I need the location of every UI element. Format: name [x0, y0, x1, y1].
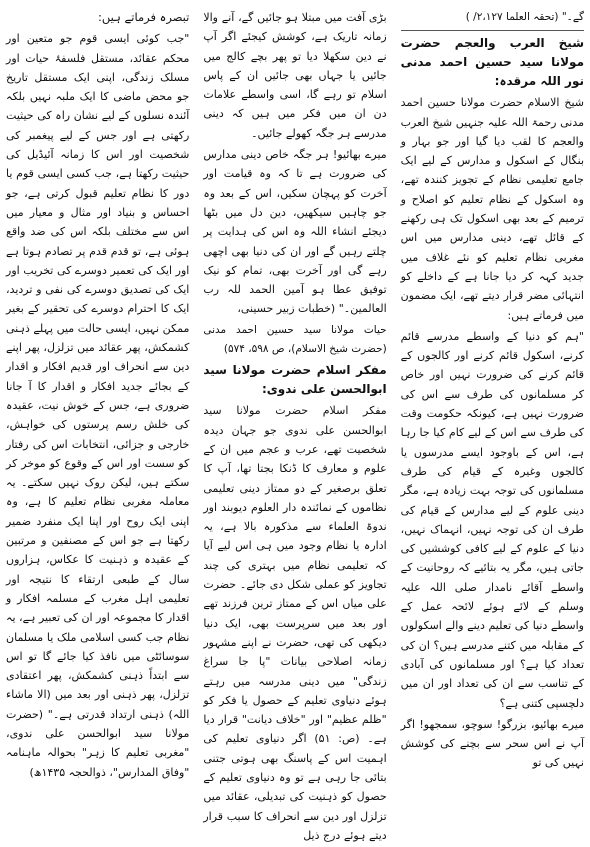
quote-paragraph-continued: میرے بھائیو، بزرگو! سوچو، سمجھو! اگر آپ نے اس سحر سے بچنے کی کوشش نہیں کی تو — [400, 717, 584, 770]
body-paragraph: میرے بھائیو! ہر جگہ خاص دینی مدارس کی ضرورت ہے تا کہ وہ قیامت اور آخرت کو پہچان سکیں، اس کے بعد وہ جو چاہیں سیکھیں، دین دل میں بٹھا دیجئے انشاء اللہ وہ اس کی ہدایت پر چلتے رہیں گے اور ان کی دنیا بھی اچھی رہے گی اور آخرت بھی، تمام کو نیک توفیق عطا ہو آمین الحمد للہ رب العالمین۔" (خطبات زبیر حسینی، — [203, 148, 387, 316]
section-heading-madani: شیخ العرب والعجم حضرت مولانا سید حسین احمد مدنی نور اللہ مرقدہ: — [400, 36, 584, 89]
body-paragraph: بڑی آفت میں مبتلا ہو جائیں گے، آنے والا زمانہ تاریک ہے، کوشش کیجئے اگر آپ نے دین سکھلا دیا تو پھر بچے کالج میں جائیں یا جہاں بھی جائیں ان کے پاس اسلام تو رہے گا، اسی واسطے علامات دن ان میں فکر میں ہیں کہ دینی مدرسے ہر جگہ کھولے جائیں۔ — [203, 11, 387, 140]
section-heading-nadwi: مفکر اسلام حضرت مولانا سید ابوالحسن علی ندوی: — [203, 363, 387, 397]
text-columns — [6, 8, 584, 842]
divider — [401, 30, 584, 31]
reference-line: حیات مولانا سید حسین احمد مدنی (حضرت شیخ الاسلام)، ص ۵۹۸، ۵۷۴) — [203, 323, 387, 356]
middle-column — [203, 8, 386, 847]
body-paragraph: مفکر اسلام حضرت مولانا سید ابوالحسن علی ندوی جو جہان دیدہ شخصیت تھے، عرب و عجم میں ان کے علوم و معارف کا ڈنکا بجتا تھا، آپ کا تعلق برصغیر کے دو ممتاز دینی تعلیمی نظاموں کے نمائندہ دار العلوم دیوبند اور ندوۃ العلماء سے مذکورہ بالا ہے، یہ ادارہ یا نظام وجود میں ہی اس لیے آیا کہ تعلیمی نظام میں بہتری کی چند تجاویز کو عملی شکل دی جائے۔ حضرت علی میاں اس کے ممتاز ترین فرزند تھے اور بعد میں سرپرست بھی، ایک دنیا دیکھی کی تھی، حضرت نے اپنے مشہور زمانہ اصلاحی بیانات "پا جا سراغ زندگی" میں دینی مدرسہ میں رہتے ہوئے دنیاوی تعلیم کے حصول یا فکر کو "ظلم عظیم" اور "خلاف دیانت" قرار دیا ہے۔ (ص: ۵۱) اگر دنیاوی تعلیم کی اہمیت اس کے پاسنگ بھی ہوتی جتنی بتائی جا رہی ہے تو وہ دنیاوی تعلیم کے حصول کو ذہنیت کی تبدیلی، عقائد میں تزلزل اور دین سے انحراف کا سبب قرار دیتے ہوئے درج ذیل — [203, 404, 387, 842]
left-column — [6, 8, 189, 847]
intro-line: تبصرہ فرماتے ہیں: — [98, 10, 190, 24]
body-paragraph: شیخ الاسلام حضرت مولانا حسین احمد مدنی رحمۃ اللہ علیہ جنہیں شیخ العرب والعجم کا لقب دیا گیا اور جو بہار و بنگال کے اسکول و مدارس کے لیے ایک جامع تعلیمی نظام کے تجویز کنندہ تھے، وہ اسکول کے نظام تعلیم کو اصلاح و ترمیم کے بعد بھی اسکول تک ہی رکھنے کے قائل تھے، دینی مدارس میں اس مغربی نظام تعلیم کو نئے غلاف میں جدید کہہ کر دیا جانا ہے کے داخلے کو انتہائی مضر قرار دیتے تھے، ایک مضمون میں فرماتے ہیں: — [400, 96, 584, 322]
quote-paragraph: "ہم کو دنیا کے واسطے مدرسے قائم کرنے، اسکول قائم کرنے اور کالجوں کے قائم کرنے کی ضرورت نہیں اور خاص کر مسلمانوں کی طرف سے اس کی ضرورت نہیں ہے، کیونکہ حکومت وقت کی طرف سے اس کے لیے کام کیا جا رہا ہے، اس کے باوجود ایسے مدرسوں یا کالجوں وغیرہ کے قیام کی طرف مسلمانوں کی توجہ بہت زیادہ ہے، مگر دینی علوم کے لیے مدارس کے قیام کی طرف ان کی توجہ نہیں، انہماک نہیں، دنیا کے علوم کے لیے کافی کوششیں کی جاتی ہیں، مگر یہ بتائیے کہ روحانیت کے واسطے آقائے نامدار صلی اللہ علیہ وسلم کے لائے ہوئے لائحہ عمل کے واسطے دنیا کی تعلیم دینے والے اسکولوں کے مقابلہ میں کتنے مدرسے ہیں؟ ان کی تعداد کیا ہے؟ اور مسلمانوں کی آبادی کے تناسب سے ان کی تعداد اور ان میں دلچسپی کتنی ہے؟ — [400, 329, 584, 710]
right-column — [401, 8, 584, 847]
top-reference: گے۔" (تحقہ العلما ۲،۱۲۷/ ) — [465, 11, 584, 23]
quote-paragraph: "جب کوئی ایسی قوم جو متعین اور محکم عقائد، مستقل فلسفۂ حیات اور مسلک زندگی، اپنی ایک مستقل تاریخ جو محض ماضی کا ایک ملبہ نہیں بلکہ آئندہ نسلوں کے لیے نشان راہ کی حیثیت رکھتی ہے اور جس کے لیے پیغمبر کی شخصیت اور اس کا زمانہ آئیڈیل کی حیثیت رکھتا ہے، جب کسی ایسی قوم یا دور کا نظام تعلیم قبول کرتی ہے، جو احساس و بنیاد اور مثال و معیار میں اس سے مختلف بلکہ اس کی ضد واقع ہوئی ہے، تو قدم قدم پر تصادم ہوتا ہے اور ایک کی تعمیر دوسرے کی تخریب اور ایک کی تصدیق دوسرے کی نفی و تردید، ایک کا احترام دوسرے کی تحقیر کے بغیر ممکن نہیں، ایسی حالت میں پہلے ذہنی کشمکش، پھر عقائد میں تزلزل، پھر اپنے دین سے انحراف اور قدیم افکار و اقدار کے بجائے جدید افکار و اقدار کا آ جانا ضروری ہے، جس کے خوش نیت، عقیدہ کی خلش رسم پرستوں کی خواہش، خارجی و جزائی، انتخابات اس کی رفتار کو سست اور اس کے وقوع کو موخر کر سکتے ہیں، لیکن روک نہیں سکتے۔ یہ معاملہ مغربی نظام تعلیم کا ہے، وہ اپنی ایک روح اور اپنا ایک منفرد ضمیر رکھتا ہے جو اس کے مصنفین و مرتبین کے عقیدہ و ذہنیت کا عکاس، ہزاروں سال کے طبعی ارتقاء کا نتیجہ اور تعلیمی اہل مغرب کے مسلمہ افکار و اقدار کا مجموعہ اور ان کی تعبیر ہے، یہ نظام جب کسی اسلامی ملک یا مسلمان سوسائٹی میں نافذ کیا جائے گا تو اس سے ابتداً ذہنی کشمکش، پھر اعتقادی تزلزل، پھر ذہنی اور بعد میں (الا ماشاء اللہ) ذہنی ارتداد قدرتی ہے۔" (حضرت مولانا سید ابوالحسن علی ندوی، "مغربی تعلیم کا زہر" بحوالہ ماہنامہ "وفاق المدارس"، ذوالحجہ ۱۴۳۵ھ) — [6, 32, 190, 779]
